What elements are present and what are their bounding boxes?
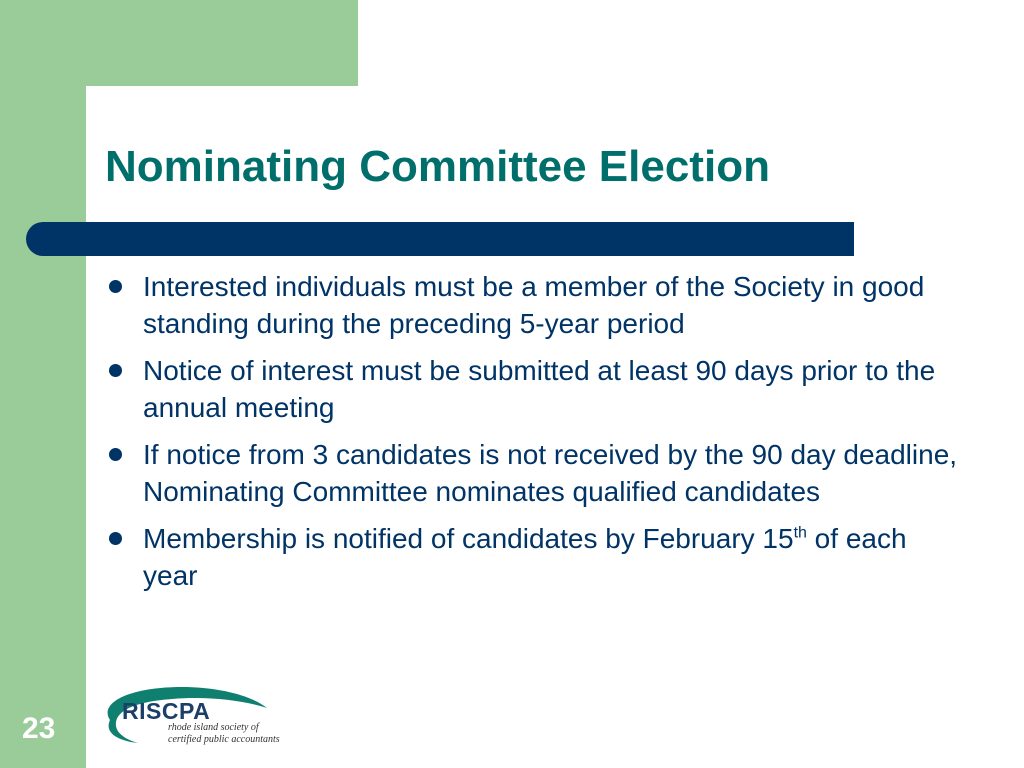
logo-name: RISCPA — [122, 698, 211, 724]
ordinal-superscript: th — [793, 524, 807, 542]
slide-title: Nominating Committee Election — [105, 142, 770, 191]
green-accent-bar-left — [0, 0, 86, 768]
bullet-text: Membership is notified of candidates by February 15 — [143, 523, 794, 554]
bullet-item-1 — [105, 268, 965, 342]
page-number: 23 — [22, 712, 56, 745]
bullet-dot-icon — [109, 280, 122, 293]
bullet-item-3 — [105, 436, 965, 510]
bullet-text: If notice from 3 candidates is not received by the 90 day deadline, Nominating Committee nominates qualified candidates — [143, 439, 958, 507]
bullet-dot-icon — [109, 448, 122, 461]
bullet-item-2 — [105, 352, 965, 426]
title-underline-bar — [26, 222, 854, 256]
bullet-dot-icon — [109, 532, 122, 545]
logo-subtitle: rhode island society of certified public accountants — [168, 722, 280, 745]
green-accent-bar-top — [0, 0, 358, 86]
bullet-text-end: of each year — [143, 523, 907, 591]
bullet-text: Notice of interest must be submitted at least 90 days prior to the annual meeting — [143, 355, 936, 423]
riscpa-logo — [92, 680, 282, 752]
bullet-item-4 — [105, 520, 965, 594]
bullet-text: Interested individuals must be a member of the Society in good standing during the preceding 5-year period — [143, 271, 925, 339]
bullet-list — [105, 268, 965, 604]
bullet-dot-icon — [109, 364, 122, 377]
